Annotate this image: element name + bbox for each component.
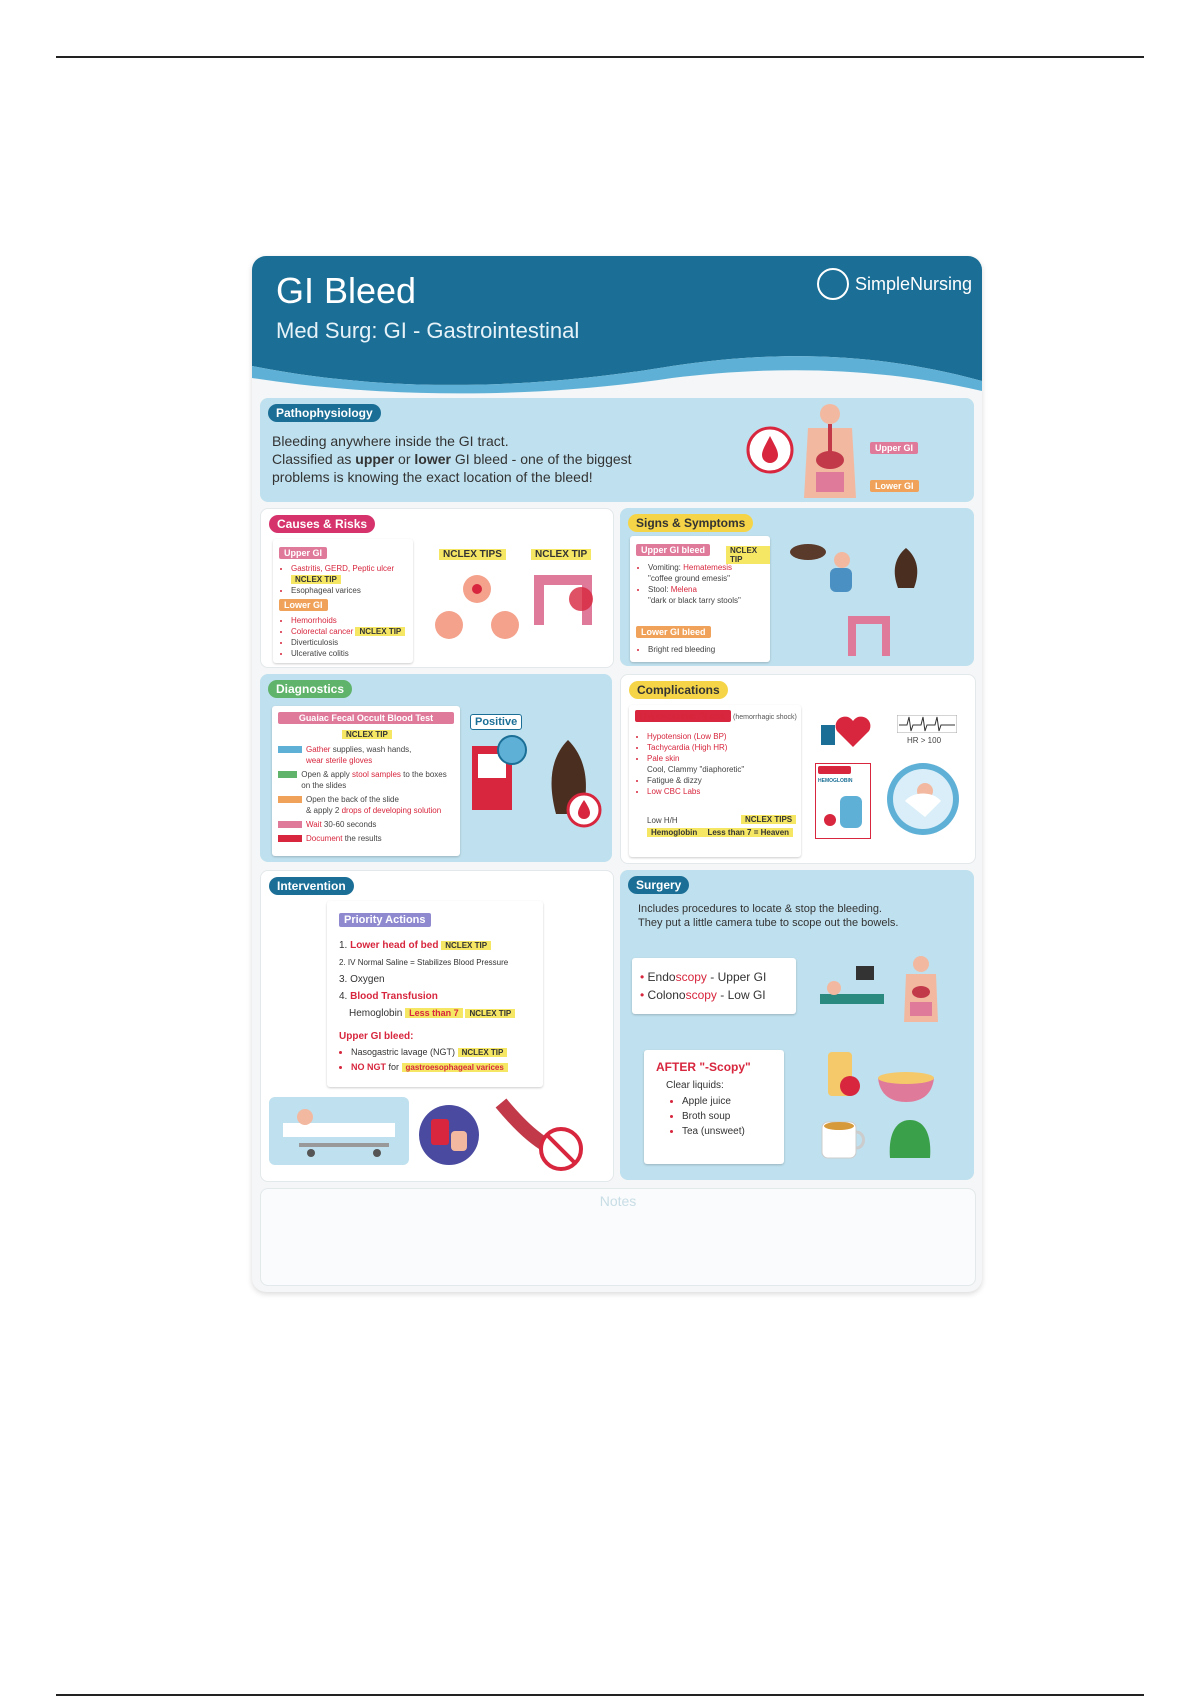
signs-nclex-tip: NCLEX TIP: [726, 546, 770, 564]
bottom-rule: [56, 1694, 1144, 1696]
causes-tag: Causes & Risks: [269, 515, 375, 533]
brand-logo-icon: [817, 268, 849, 300]
notes-label: Notes: [599, 1193, 637, 1209]
surgery-desc-2: They put a little camera tube to scope out the bowels.: [638, 917, 899, 929]
below-7-label: Below 7: [818, 766, 851, 774]
complications-nclex-tips: NCLEX TIPS: [741, 815, 796, 824]
signs-upper-label: Upper GI bleed: [636, 544, 710, 556]
patho-line-3: problems is knowing the exact location of the bleed!: [272, 469, 593, 485]
list-item: • Hypotension (Low BP): [647, 731, 807, 742]
brand-name: SimpleNursing: [854, 273, 972, 294]
brand: [817, 268, 972, 300]
scope-procedure-icon: [816, 962, 888, 1012]
complications-list: [635, 731, 807, 797]
diagnostics-nclex-tip: NCLEX TIP: [342, 730, 392, 739]
diagnostics-box: [272, 706, 460, 856]
after-scopy-box: [644, 1050, 784, 1164]
patho-line-1: Bleeding anywhere inside the GI tract.: [272, 433, 509, 449]
hemoglobin-note: Hemoglobin Less than 7 = Heaven: [647, 827, 793, 838]
gi-tract-figure-icon: [790, 402, 870, 500]
vomiting-person-icon: [788, 538, 868, 598]
surgery-desc-1: Includes procedures to locate & stop the bleeding.: [638, 903, 882, 915]
tea-cup-icon: [818, 1116, 870, 1162]
heart-bp-icon: [819, 711, 875, 751]
list-item: • Stool: Melena "dark or black tarry stools": [648, 584, 778, 606]
causes-box: [273, 539, 413, 663]
signs-panel: [620, 508, 974, 666]
signs-upper-list: [636, 562, 778, 606]
hypovolemic-shock-label: Hypovolemic Shock (hemorrhagic shock): [635, 711, 797, 721]
stool-blood-icon: [538, 734, 608, 834]
signs-lower-label: Lower GI bleed: [636, 626, 711, 638]
pathophysiology-text: [272, 432, 632, 486]
list-item: • Hemorrhoids: [291, 615, 423, 626]
complications-panel: [620, 674, 976, 864]
surgery-tag: Surgery: [628, 876, 689, 894]
patho-line-2: Classified as upper or lower GI bleed - one of the biggest: [272, 451, 632, 467]
blood-cells-icon: [820, 790, 866, 834]
list-item: • Diverticulosis: [291, 637, 423, 648]
nclex-tip-badge: NCLEX TIP: [531, 549, 591, 560]
intervention-panel: [260, 870, 614, 1182]
list-item: • Tachycardia (High HR): [647, 742, 807, 753]
priority-actions-box: [327, 901, 543, 1087]
list-item: 4. Blood Transfusion: [339, 991, 438, 1002]
apple-juice-icon: [824, 1046, 864, 1102]
heart-rate-label: HR > 100: [907, 736, 942, 745]
list-item: • Fatigue & dizzy: [647, 775, 807, 786]
list-item: • Gastritis, GERD, Peptic ulcer NCLEX TIP: [291, 563, 423, 585]
guaiac-slide-icon: [466, 732, 530, 814]
complications-box: [629, 705, 801, 857]
diagnostics-steps: [278, 744, 456, 844]
diagnostics-tag: Diagnostics: [268, 680, 352, 698]
ecg-icon: [897, 715, 957, 733]
surgery-panel: [620, 870, 974, 1180]
surgery-description: [638, 902, 898, 930]
causes-upper-list: [279, 563, 423, 596]
hemoglobin-label: HEMOGLOBIN: [818, 778, 853, 784]
hospital-bed-icon: [269, 1097, 409, 1165]
broth-soup-icon: [874, 1066, 938, 1104]
list-item: • Colorectal cancer NCLEX TIP: [291, 626, 423, 637]
causes-upper-label: Upper GI: [279, 547, 327, 559]
low-hh-label: Low H/H: [647, 816, 678, 825]
pathophysiology-tag: Pathophysiology: [268, 404, 381, 422]
priority-actions-list: [339, 937, 539, 1075]
list-item: • Apple juice: [682, 1094, 745, 1109]
upper-gi-list: [339, 1045, 539, 1075]
endoscopy-item: • Endoscopy - Upper GI: [640, 970, 767, 984]
pathophysiology-panel: [260, 398, 974, 502]
causes-lower-label: Lower GI: [279, 599, 328, 611]
blood-drop-icon: [746, 426, 794, 474]
list-item: • Pale skin: [647, 753, 807, 764]
list-item: Hemoglobin Less than 7 NCLEX TIP: [339, 1005, 539, 1022]
list-item: • NO NGT for gastroesophageal varices: [351, 1060, 539, 1075]
colon-icon: [529, 565, 599, 635]
signs-lower-list: [636, 644, 778, 655]
priority-actions-label: Priority Actions: [339, 913, 431, 927]
list-item: 3. Oxygen: [339, 974, 385, 985]
nclex-tips-badge: NCLEX TIPS: [439, 549, 506, 560]
hemoglobin-chart: [815, 763, 871, 839]
list-item: 2. IV Normal Saline = Stabilizes Blood Pressure: [339, 958, 509, 967]
step-row: Document the results: [278, 833, 456, 844]
blood-transfusion-icon: [417, 1103, 481, 1167]
step-row: Open the back of the slide & apply 2 drops of developing solution: [278, 794, 456, 816]
guaiac-test-label: Guaiac Fecal Occult Blood Test: [278, 712, 454, 724]
intervention-tag: Intervention: [269, 877, 354, 895]
page-subtitle: Med Surg: GI - Gastrointestinal: [276, 318, 580, 343]
step-row: Wait 30-60 seconds: [278, 819, 456, 830]
angel-icon: [885, 761, 961, 837]
stool-icon: [886, 544, 926, 592]
notes-panel: [260, 1188, 976, 1286]
colonoscopy-item: • Colonoscopy - Low GI: [640, 988, 766, 1002]
diagnostics-panel: [260, 674, 612, 862]
list-item: • Nasogastric lavage (NGT) NCLEX TIP: [351, 1045, 539, 1060]
gelatin-icon: [882, 1114, 938, 1162]
step-row: Open & apply stool samples to the boxes on the slides: [278, 769, 456, 791]
list-item: 1. Lower head of bed NCLEX TIP: [339, 937, 539, 954]
list-item: • Ulcerative colitis: [291, 648, 423, 659]
study-sheet: [252, 256, 982, 1292]
stomach-icon: [427, 567, 527, 647]
list-item: • Broth soup: [682, 1109, 745, 1124]
upper-gi-label: Upper GI: [870, 442, 918, 454]
signs-tag: Signs & Symptoms: [628, 514, 753, 532]
list-item: Cool, Clammy "diaphoretic": [647, 765, 745, 774]
complications-tag: Complications: [629, 681, 728, 699]
signs-box: [630, 536, 770, 662]
causes-lower-list: [279, 615, 423, 659]
lower-gi-label: Lower GI: [870, 480, 919, 492]
list-item: • Bright red bleeding: [648, 644, 778, 655]
step-row: Gather supplies, wash hands, wear sterile gloves: [278, 744, 456, 766]
scopy-box: [632, 958, 796, 1014]
after-scopy-heading: AFTER "-Scopy": [656, 1060, 751, 1074]
list-item: • Tea (unsweet): [682, 1124, 745, 1139]
clear-liquids-list: [670, 1094, 745, 1139]
list-item: • Esophageal varices: [291, 585, 423, 596]
page-title: GI Bleed: [276, 270, 417, 311]
top-rule: [56, 56, 1144, 58]
positive-label: Positive: [470, 714, 522, 730]
list-item: • Low CBC Labs: [647, 786, 807, 797]
clear-liquids-label: Clear liquids:: [666, 1080, 724, 1091]
gi-tract-figure-icon: [896, 954, 946, 1024]
no-ngt-icon: [491, 1097, 587, 1171]
list-item: • Vomiting: Hematemesis "coffee ground emesis": [648, 562, 778, 584]
colon-icon: [844, 612, 894, 660]
upper-gi-bleed-heading: Upper GI bleed:: [339, 1031, 414, 1042]
causes-panel: [260, 508, 614, 668]
